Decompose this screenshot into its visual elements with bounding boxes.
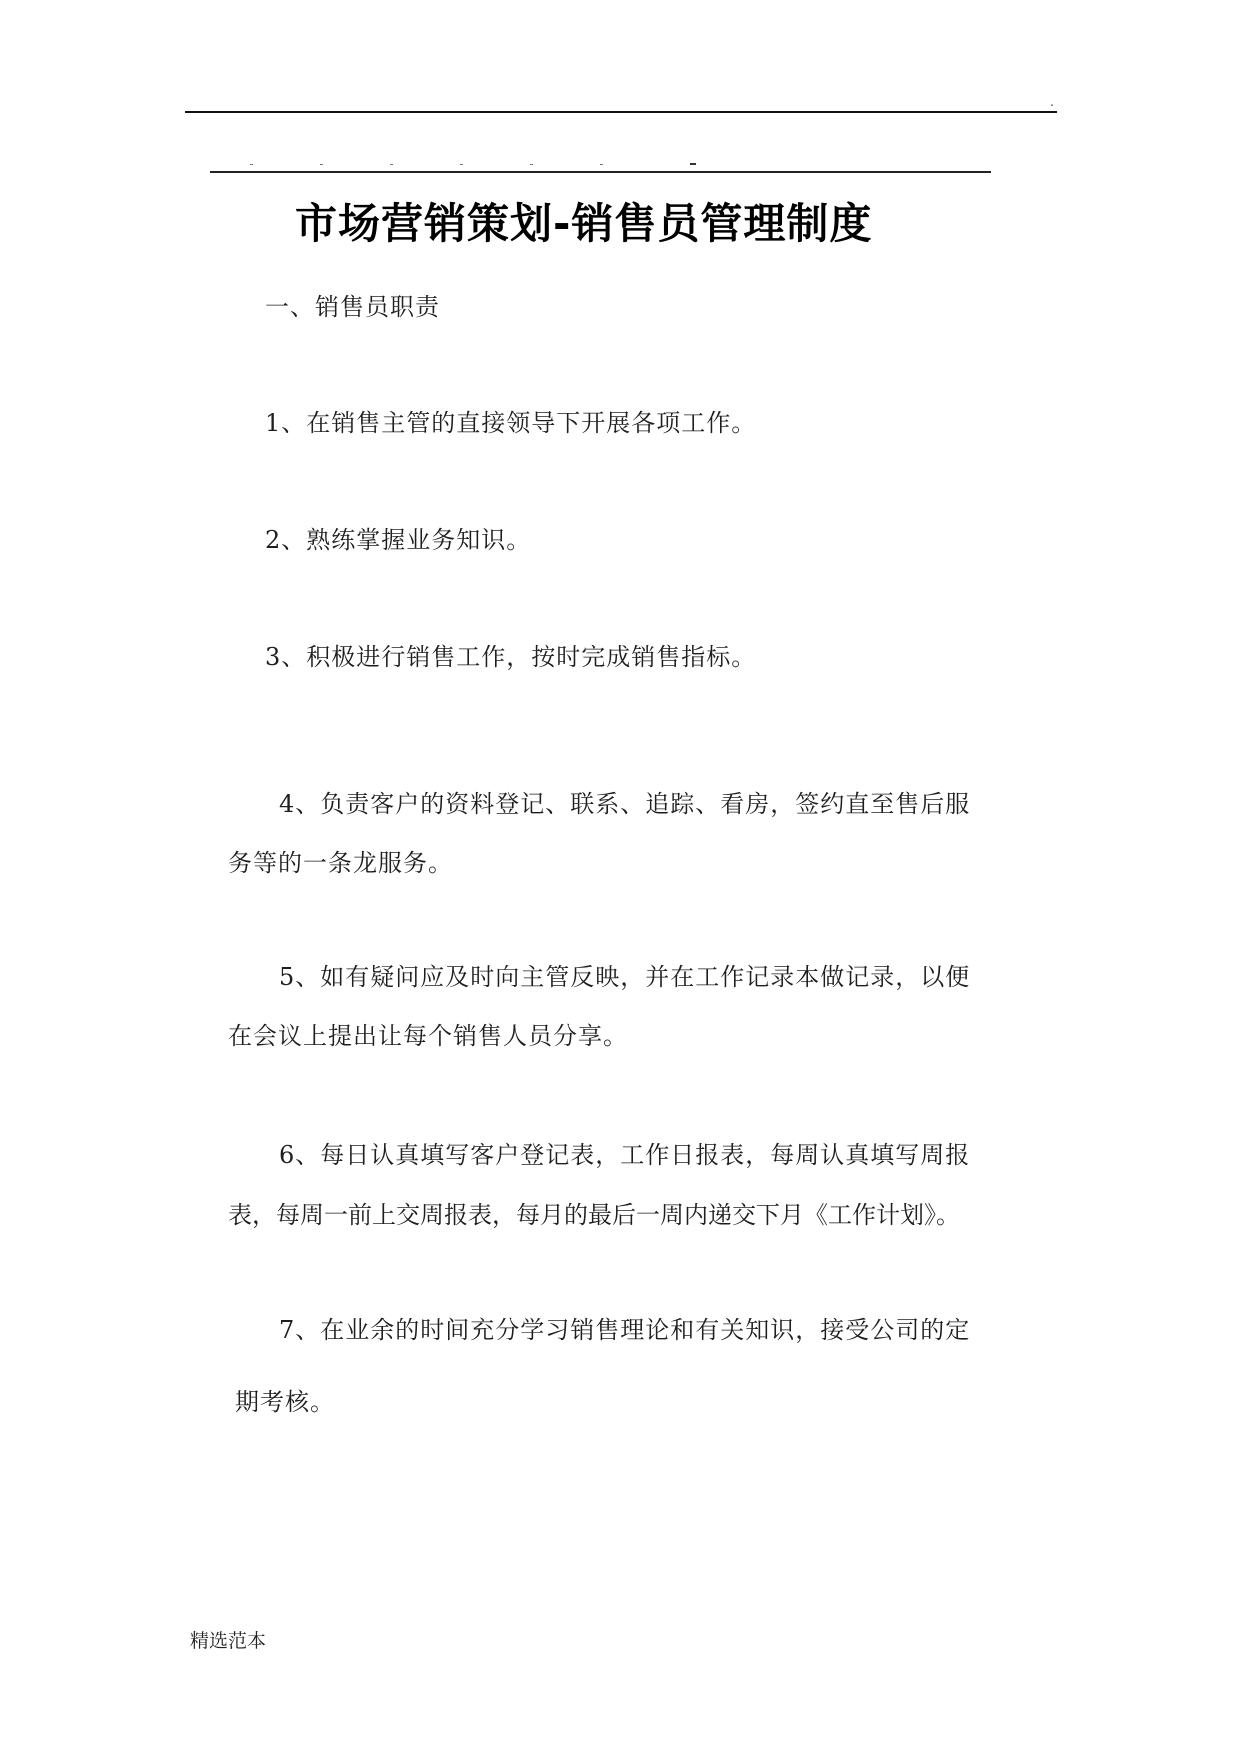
scan-speck bbox=[600, 164, 603, 165]
scan-rule bbox=[210, 171, 991, 173]
duty-item-7-line-1: 7、在业余的时间充分学习销售理论和有关知识，接受公司的定 bbox=[279, 1316, 971, 1344]
header-corner-mark: . bbox=[1050, 95, 1054, 109]
scan-speck bbox=[390, 164, 393, 165]
duty-item-1-line-1: 1、在销售主管的直接领导下开展各项工作。 bbox=[265, 409, 757, 437]
duty-item-7-line-2: 期考核。 bbox=[235, 1388, 335, 1416]
scan-speck bbox=[320, 164, 323, 165]
duty-item-5-line-1: 5、如有疑问应及时向主管反映，并在工作记录本做记录，以便 bbox=[279, 963, 971, 991]
section-heading: 一、销售员职责 bbox=[265, 293, 440, 321]
document-title: 市场营销策划-销售员管理制度 bbox=[295, 199, 873, 248]
duty-item-2-line-1: 2、熟练掌握业务知识。 bbox=[265, 526, 532, 554]
duty-item-3-line-1: 3、积极进行销售工作，按时完成销售指标。 bbox=[265, 643, 757, 671]
header-rule bbox=[185, 111, 1057, 113]
footer-label: 精选范本 bbox=[190, 1630, 267, 1652]
scan-speck bbox=[250, 164, 253, 165]
scan-speck bbox=[530, 164, 533, 165]
scan-dash bbox=[690, 163, 696, 165]
scan-speck bbox=[460, 164, 463, 165]
duty-item-6-line-1: 6、每日认真填写客户登记表，工作日报表，每周认真填写周报 bbox=[279, 1141, 971, 1169]
duty-item-4-line-1: 4、负责客户的资料登记、联系、追踪、看房，签约直至售后服 bbox=[279, 790, 971, 818]
duty-item-4-line-2: 务等的一条龙服务。 bbox=[228, 849, 453, 877]
duty-item-5-line-2: 在会议上提出让每个销售人员分享。 bbox=[228, 1022, 628, 1050]
duty-item-6-line-2: 表，每周一前上交周报表，每月的最后一周内递交下月《工作计划》。 bbox=[228, 1201, 960, 1229]
